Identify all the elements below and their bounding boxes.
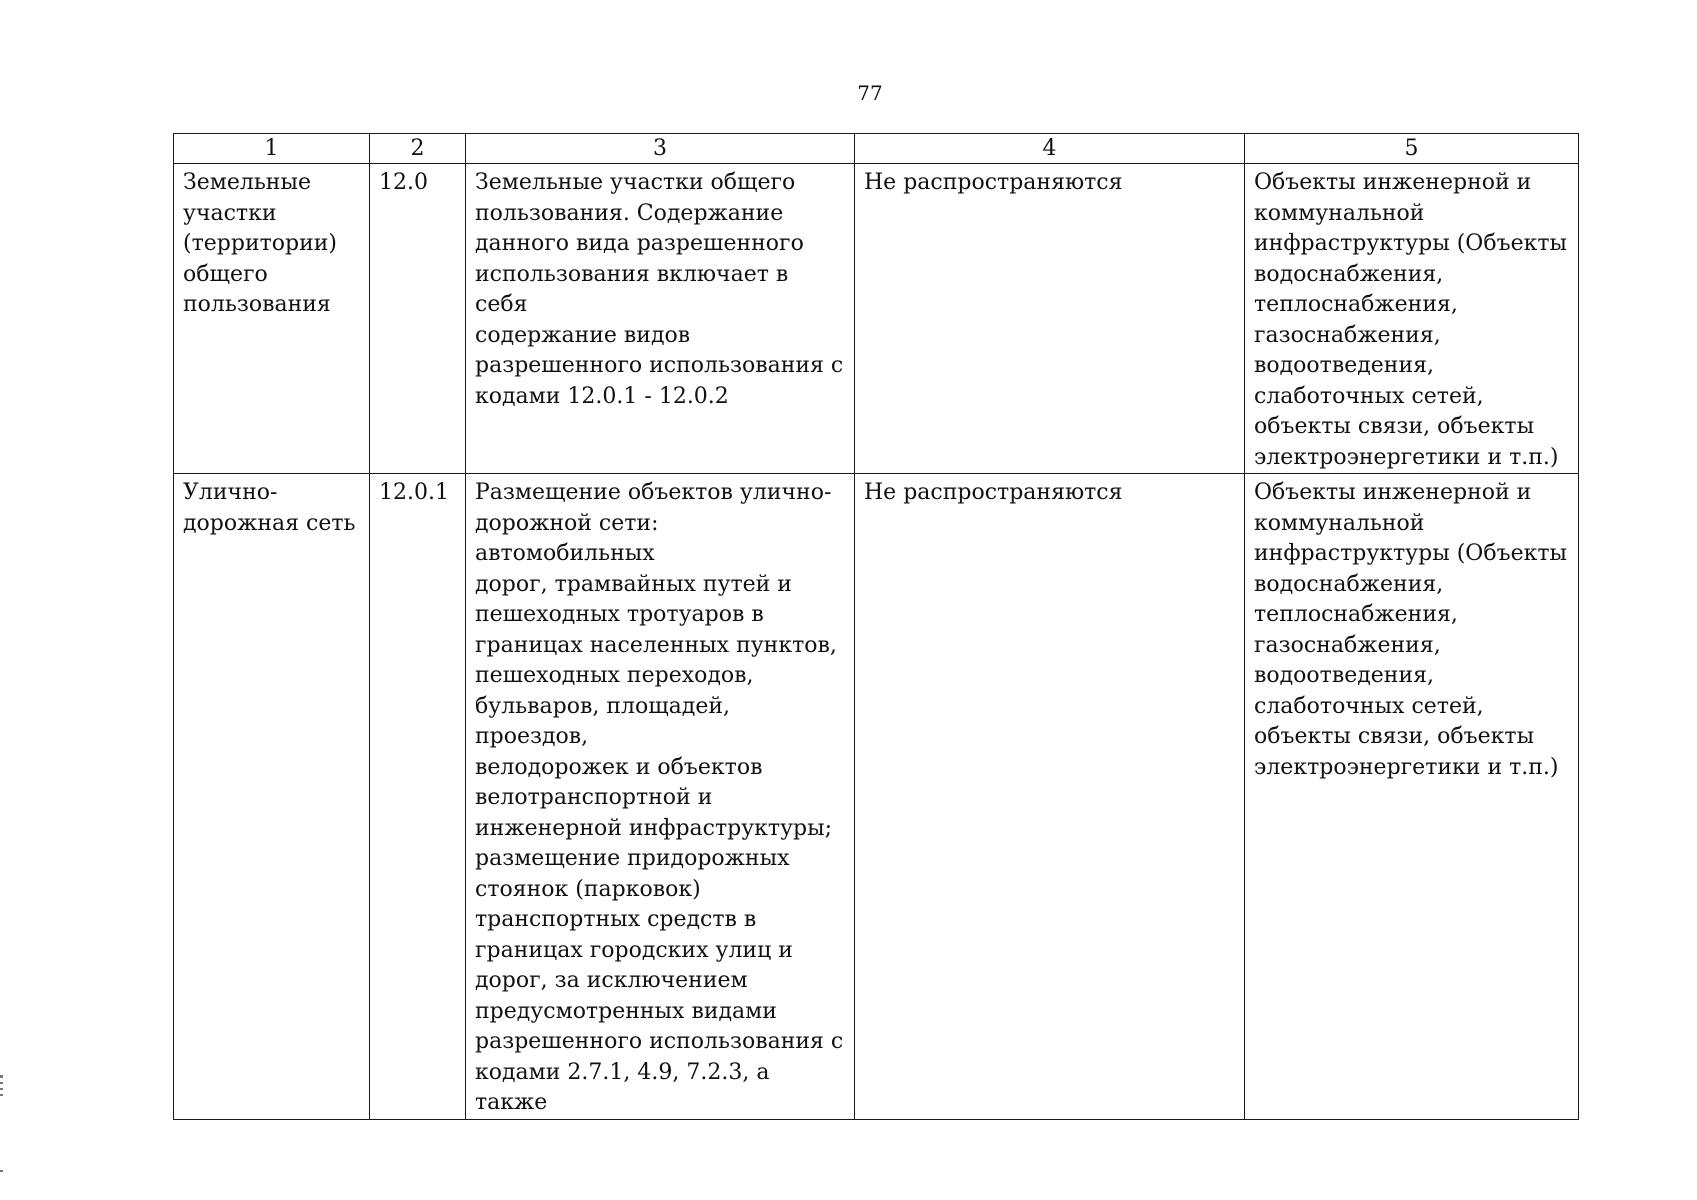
land-use-table bbox=[173, 133, 1579, 1120]
use-name: Земельные участки (территории) общего пользования bbox=[183, 170, 338, 317]
table-row bbox=[174, 164, 1579, 474]
column-header-2: 2 bbox=[370, 134, 466, 164]
use-name: Улично- дорожная сеть bbox=[183, 480, 356, 536]
use-name-cell bbox=[174, 164, 370, 474]
scan-edge-mark bbox=[0, 1088, 3, 1090]
scan-edge-mark bbox=[0, 1082, 3, 1084]
use-description: Размещение объектов улично- дорожной сети: автомобильных дорог, трамвайных путей и пешеходных тротуаров в границах населенных пунктов, пешеходных переходов, бульваров, площадей, проездов, велодорожек и объектов велотранспортной и инженерной инфраструктуры; размещение придорожных стоянок (парковок) транспортных средств в границах городских улиц и дорог, за исключением предусмотренных видами разрешенного использования с кодами 2.7.1, 4.9, 7.2.3, а также bbox=[475, 480, 844, 1115]
column5-cell bbox=[1245, 164, 1579, 474]
column5-value: Объекты инженерной и коммунальной инфраструктуры (Объекты водоснабжения, теплоснабжения, газоснабжения, водоотведения, слаботочных сетей, объекты связи, объекты электроэнергетики и т.п.) bbox=[1254, 480, 1568, 780]
page-number: 77 bbox=[857, 81, 883, 105]
use-code: 12.0.1 bbox=[379, 480, 449, 505]
column4-value: Не распространяются bbox=[864, 480, 1123, 505]
use-name-cell bbox=[174, 474, 370, 1120]
column4-cell bbox=[855, 474, 1245, 1120]
column-header-4: 4 bbox=[855, 134, 1245, 164]
table-row bbox=[174, 474, 1579, 1120]
use-description: Земельные участки общего пользования. Содержание данного вида разрешенного использования включает в себя содержание видов разрешенного использования с кодами 12.0.1 - 12.0.2 bbox=[475, 170, 844, 409]
scan-edge-mark bbox=[0, 1094, 3, 1096]
column-header-5: 5 bbox=[1245, 134, 1579, 164]
column4-value: Не распространяются bbox=[864, 170, 1123, 195]
column-header-1: 1 bbox=[174, 134, 370, 164]
table-header-row bbox=[174, 134, 1579, 164]
use-description-cell bbox=[466, 474, 855, 1120]
column4-cell bbox=[855, 164, 1245, 474]
column5-value: Объекты инженерной и коммунальной инфраструктуры (Объекты водоснабжения, теплоснабжения, газоснабжения, водоотведения, слаботочных сетей, объекты связи, объекты электроэнергетики и т.п.) bbox=[1254, 170, 1568, 470]
column-header-3: 3 bbox=[466, 134, 855, 164]
use-code: 12.0 bbox=[379, 170, 428, 195]
use-code-cell bbox=[370, 474, 466, 1120]
use-description-cell bbox=[466, 164, 855, 474]
scan-edge-mark bbox=[0, 1170, 3, 1172]
use-code-cell bbox=[370, 164, 466, 474]
scan-edge-mark bbox=[0, 1075, 3, 1078]
column5-cell bbox=[1245, 474, 1579, 1120]
